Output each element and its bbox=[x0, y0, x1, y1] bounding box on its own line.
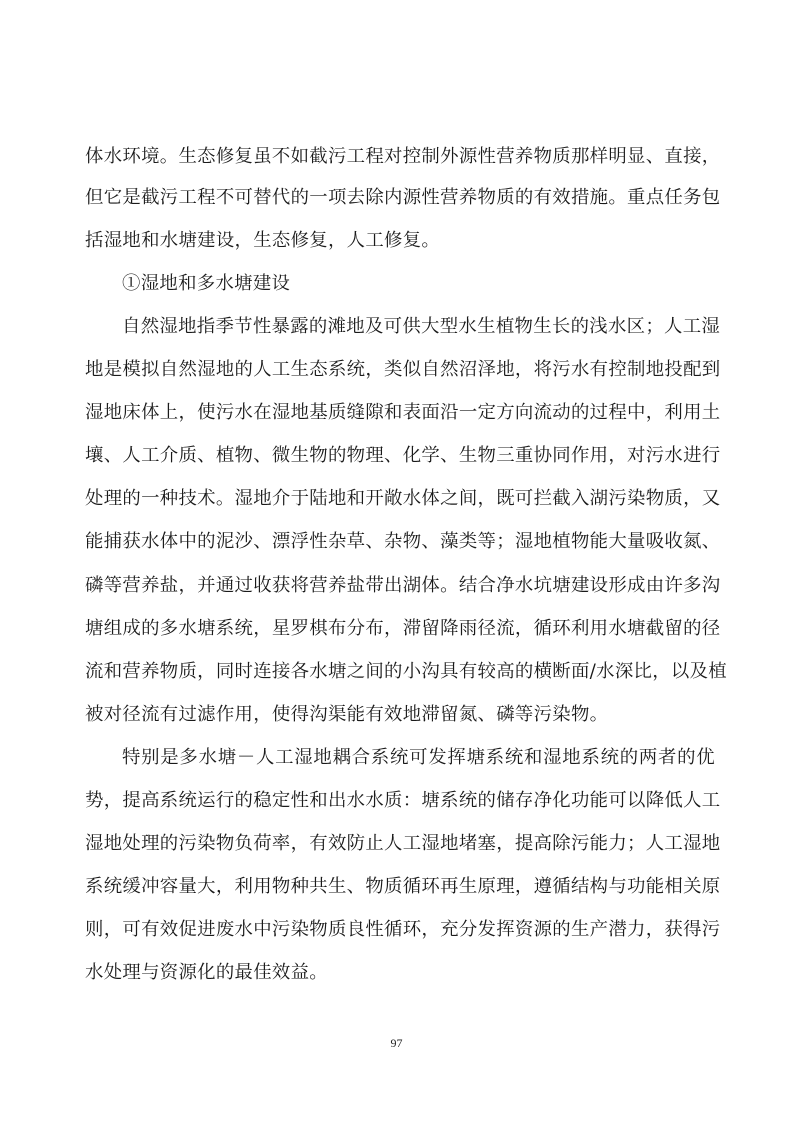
paragraph-3-line-6: 水处理与资源化的最佳效益。 bbox=[85, 962, 328, 983]
section-heading: ①湿地和多水塘建设 bbox=[122, 273, 291, 294]
paragraph-2-line-4: 壤、人工介质、植物、微生物的物理、化学、生物三重协同作用，对污水进行 bbox=[85, 445, 721, 466]
paragraph-2-line-3: 湿地床体上，使污水在湿地基质缝隙和表面沿一定方向流动的过程中，利用土 bbox=[85, 402, 721, 423]
paragraph-2-line-10: 被对径流有过滤作用，使得沟渠能有效地滞留氮、磷等污染物。 bbox=[85, 704, 609, 725]
paragraph-2-line-5: 处理的一种技术。湿地介于陆地和开敞水体之间，既可拦截入湖污染物质，又 bbox=[85, 488, 721, 509]
paragraph-3-line-2: 势，提高系统运行的稳定性和出水水质：塘系统的储存净化功能可以降低人工 bbox=[85, 790, 721, 811]
paragraph-2-line-7: 磷等营养盐，并通过收获将营养盐带出湖体。结合净水坑塘建设形成由许多沟 bbox=[85, 575, 721, 596]
paragraph-1-line-2: 但它是截污工程不可替代的一项去除内源性营养物质的有效措施。重点任务包 bbox=[85, 187, 721, 208]
paragraph-3-line-1: 特别是多水塘－人工湿地耦合系统可发挥塘系统和湿地系统的两者的优 bbox=[122, 747, 715, 768]
paragraph-2-line-9: 流和营养物质，同时连接各水塘之间的小沟具有较高的横断面/水深比，以及植 bbox=[85, 661, 727, 682]
paragraph-2-line-1: 自然湿地指季节性暴露的滩地及可供大型水生植物生长的浅水区；人工湿 bbox=[122, 316, 721, 337]
page-number: 97 bbox=[390, 1036, 403, 1050]
paragraph-3-line-3: 湿地处理的污染物负荷率，有效防止人工湿地堵塞，提高除污能力；人工湿地 bbox=[85, 833, 721, 854]
paragraph-2-line-2: 地是模拟自然湿地的人工生态系统，类似自然沼泽地，将污水有控制地投配到 bbox=[85, 359, 721, 380]
paragraph-1-line-3: 括湿地和水塘建设，生态修复，人工修复。 bbox=[85, 230, 441, 251]
paragraph-1-line-1: 体水环境。生态修复虽不如截污工程对控制外源性营养物质那样明显、直接， bbox=[85, 146, 721, 167]
paragraph-2-line-8: 塘组成的多水塘系统，星罗棋布分布，滞留降雨径流，循环利用水塘截留的径 bbox=[85, 618, 721, 639]
paragraph-3-line-4: 系统缓冲容量大，利用物种共生、物质循环再生原理，遵循结构与功能相关原 bbox=[85, 876, 721, 897]
paragraph-2-line-6: 能捕获水体中的泥沙、漂浮性杂草、杂物、藻类等；湿地植物能大量吸收氮、 bbox=[85, 531, 721, 552]
paragraph-3-line-5: 则，可有效促进废水中污染物质良性循环，充分发挥资源的生产潜力，获得污 bbox=[85, 919, 721, 940]
